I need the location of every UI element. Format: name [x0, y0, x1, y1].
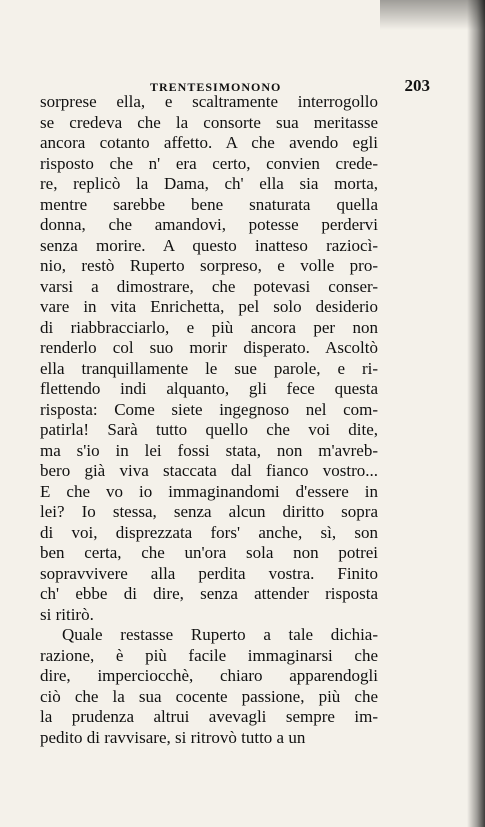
- text-line: mentre sarebbe bene snaturata quella: [40, 194, 378, 214]
- text-line: ma s'io in lei fossi stata, non m'avreb-: [40, 440, 378, 460]
- text-line: ancora cotanto affetto. A che avendo egli: [40, 133, 378, 152]
- text-line: patirla! Sarà tutto quello che voi dite,: [40, 420, 378, 439]
- text-line: la prudenza altrui avevagli sempre im-: [40, 707, 378, 726]
- text-line: sorprese ella, e scaltramente interrogollo: [40, 92, 378, 111]
- text-line: razione, è più facile immaginarsi che: [40, 645, 378, 665]
- text-line: di riabbracciarlo, e più ancora per non: [40, 317, 378, 337]
- scan-shadow-edge: [467, 0, 485, 827]
- page-number: 203: [404, 76, 430, 95]
- paragraph: [40, 92, 378, 625]
- text-line: re, replicò la Dama, ch' ella sia morta,: [40, 174, 378, 193]
- text-line: flettendo indi alquanto, gli fece questa: [40, 379, 378, 398]
- text-line: se credeva che la consorte sua meritasse: [40, 112, 378, 132]
- text-line: vare in vita Enrichetta, pel solo desiderio: [40, 297, 378, 316]
- text-line: E che vo io immaginandomi d'essere in: [40, 481, 378, 501]
- text-line: ciò che la sua cocente passione, più che: [40, 686, 378, 706]
- text-line: ella tranquillamente le sue parole, e ri-: [40, 358, 378, 378]
- text-line: Quale restasse Ruperto a tale dichia-: [62, 625, 378, 644]
- text-line: senza morire. A questo inatteso raziocì-: [40, 235, 378, 255]
- text-line: si ritirò.: [40, 604, 94, 624]
- text-line: dire, imperciocchè, chiaro apparendogli: [40, 666, 378, 685]
- text-line: risposta: Come siete ingegnoso nel com-: [40, 399, 378, 419]
- text-line: sopravvivere alla perdita vostra. Finito: [40, 563, 378, 583]
- text-line: varsi a dimostrare, che potevasi conser-: [40, 276, 378, 296]
- text-line: ben certa, che un'ora sola non potrei: [40, 543, 378, 562]
- text-line: di voi, disprezzata fors' anche, sì, son: [40, 522, 378, 542]
- text-line: bero già viva staccata dal fianco vostro...: [40, 461, 378, 480]
- text-line: renderlo col suo morir disperato. Ascoltò: [40, 338, 378, 357]
- text-line: donna, che amandovi, potesse perdervi: [40, 215, 378, 234]
- text-line: pedito di ravvisare, si ritrovò tutto a un: [40, 727, 306, 747]
- text-line: lei? Io stessa, senza alcun diritto sopra: [40, 502, 378, 521]
- paragraph: [40, 625, 378, 748]
- text-line: ch' ebbe di dire, senza attender risposta: [40, 584, 378, 603]
- text-line: nio, restò Ruperto sorpreso, e volle pro-: [40, 256, 378, 275]
- running-head: TRENTESIMONONO: [150, 80, 282, 94]
- text-line: risposto che n' era certo, convien crede-: [40, 153, 378, 173]
- body-text: [40, 92, 378, 748]
